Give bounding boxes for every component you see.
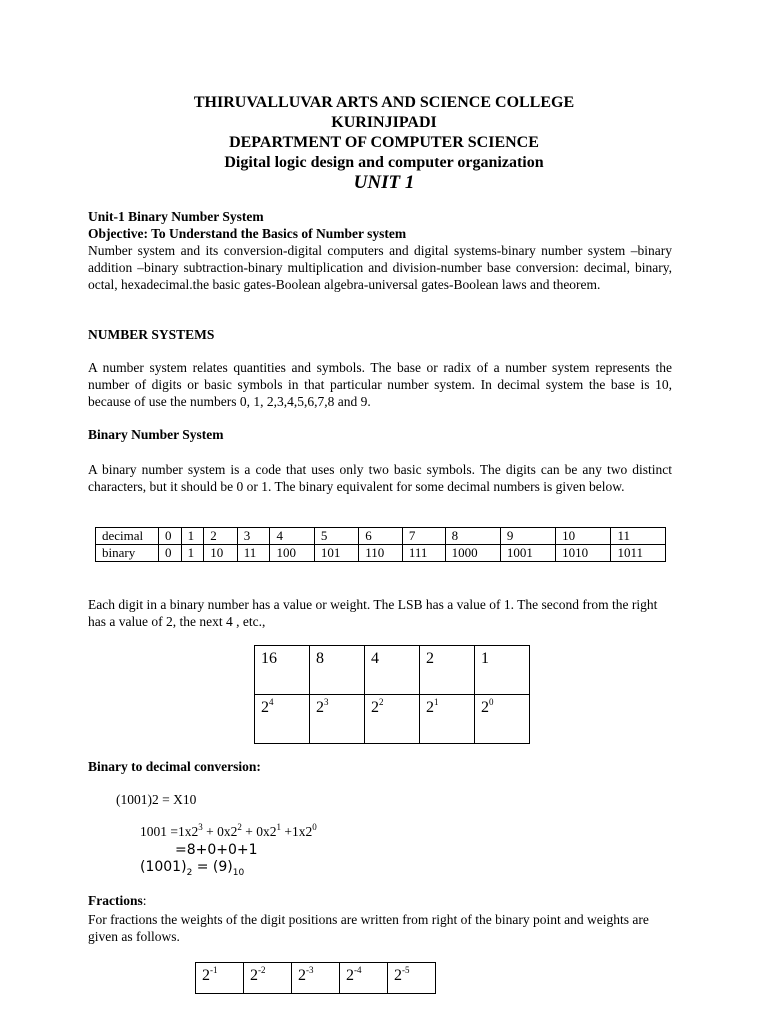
conversion-heading: Binary to decimal conversion: bbox=[88, 759, 261, 774]
weight-value: 1 bbox=[475, 646, 530, 695]
department-name: DEPARTMENT OF COMPUTER SCIENCE bbox=[229, 134, 539, 151]
number-systems-paragraph: A number system relates quantities and symbols. The base or radix of a number system represents the number of digits or basic symbols in that particular number system. In decimal system the base is 10, because of use the numbers 0, 1, 2,3,4,5,6,7,8 and 9. bbox=[88, 360, 672, 409]
weight-value: 8 bbox=[310, 646, 365, 695]
fractions-paragraph: For fractions the weights of the digit positions are written from right of the binary point and weights are given as follows. bbox=[88, 912, 649, 944]
table-cell: 5 bbox=[314, 528, 358, 545]
table-cell: 1000 bbox=[445, 545, 500, 562]
weight-value: 16 bbox=[255, 646, 310, 695]
course-title: Digital logic design and computer organization bbox=[224, 154, 544, 171]
weight-power: $2^3$ bbox=[310, 695, 365, 744]
table-row bbox=[196, 963, 436, 994]
table-row bbox=[96, 528, 666, 545]
table-row bbox=[255, 646, 530, 695]
table-cell: 110 bbox=[359, 545, 403, 562]
fraction-weight: $2^{-5}$ bbox=[388, 963, 436, 994]
unit-heading: Unit-1 Binary Number System bbox=[88, 209, 264, 224]
fraction-weight: $2^{-3}$ bbox=[292, 963, 340, 994]
table-cell: 1 bbox=[181, 545, 204, 562]
table-cell: 1001 bbox=[500, 545, 555, 562]
binary-system-heading: Binary Number System bbox=[88, 427, 224, 442]
binary-equivalent-table bbox=[95, 527, 666, 562]
table-cell: 1 bbox=[181, 528, 204, 545]
syllabus-paragraph: Number system and its conversion-digital computers and digital systems-binary number system –binary addition –binary subtraction-binary multiplication and division-number base conversion: decimal, binary, octal, hexadecimal.the basic gates-Boolean algebra-universal gates-Boolean laws and theorem. bbox=[88, 243, 672, 292]
table-cell: 0 bbox=[159, 545, 182, 562]
conversion-line-2: $1001 =1x2^3 + 0x2^2 + 0x2^1 +1x2^0$ bbox=[140, 822, 317, 839]
table-cell: 3 bbox=[237, 528, 270, 545]
conversion-line-1: (1001)2 = X10 bbox=[116, 792, 197, 807]
weight-power: $2^1$ bbox=[420, 695, 475, 744]
table-cell: 100 bbox=[270, 545, 314, 562]
binary-system-paragraph: A binary number system is a code that uses only two basic symbols. The digits can be any two distinct characters, but it should be 0 or 1. The binary equivalent for some decimal numbers is given below. bbox=[88, 462, 672, 494]
table-row bbox=[255, 695, 530, 744]
conversion-line-4: $(1001)_2 = (9)_{10}$ bbox=[140, 859, 245, 878]
table-cell: 0 bbox=[159, 528, 182, 545]
table-cell: 11 bbox=[611, 528, 666, 545]
weight-value: 2 bbox=[420, 646, 475, 695]
weights-paragraph: Each digit in a binary number has a value or weight. The LSB has a value of 1. The second from the right has a value of 2, the next 4 , etc., bbox=[88, 597, 658, 629]
unit-title: UNIT 1 bbox=[353, 172, 415, 193]
college-place: KURINJIPADI bbox=[331, 114, 437, 131]
table-cell: 1011 bbox=[611, 545, 666, 562]
fraction-weight: $2^{-1}$ bbox=[196, 963, 244, 994]
table-row bbox=[96, 545, 666, 562]
table-cell: 10 bbox=[556, 528, 611, 545]
weight-power: $2^0$ bbox=[475, 695, 530, 744]
weight-power: $2^2$ bbox=[365, 695, 420, 744]
table-cell: 11 bbox=[237, 545, 270, 562]
fraction-weight: $2^{-4}$ bbox=[340, 963, 388, 994]
weights-table bbox=[254, 645, 530, 744]
row-label: binary bbox=[96, 545, 159, 562]
fraction-weights-table bbox=[195, 962, 436, 994]
table-cell: 101 bbox=[314, 545, 358, 562]
college-name: THIRUVALLUVAR ARTS AND SCIENCE COLLEGE bbox=[193, 94, 575, 111]
table-cell: 2 bbox=[204, 528, 238, 545]
number-systems-heading: NUMBER SYSTEMS bbox=[88, 327, 215, 342]
conversion-line-3: =8+0+0+1 bbox=[175, 842, 258, 858]
table-cell: 6 bbox=[359, 528, 403, 545]
table-cell: 9 bbox=[500, 528, 555, 545]
objective-heading: Objective: To Understand the Basics of Number system bbox=[88, 226, 407, 241]
weight-power: $2^4$ bbox=[255, 695, 310, 744]
table-cell: 7 bbox=[402, 528, 445, 545]
fraction-weight: $2^{-2}$ bbox=[244, 963, 292, 994]
weight-value: 4 bbox=[365, 646, 420, 695]
table-cell: 1010 bbox=[556, 545, 611, 562]
table-cell: 8 bbox=[445, 528, 500, 545]
table-cell: 111 bbox=[402, 545, 445, 562]
table-cell: 4 bbox=[270, 528, 314, 545]
row-label: decimal bbox=[96, 528, 159, 545]
fractions-heading: Fractions: bbox=[88, 893, 147, 908]
table-cell: 10 bbox=[204, 545, 238, 562]
